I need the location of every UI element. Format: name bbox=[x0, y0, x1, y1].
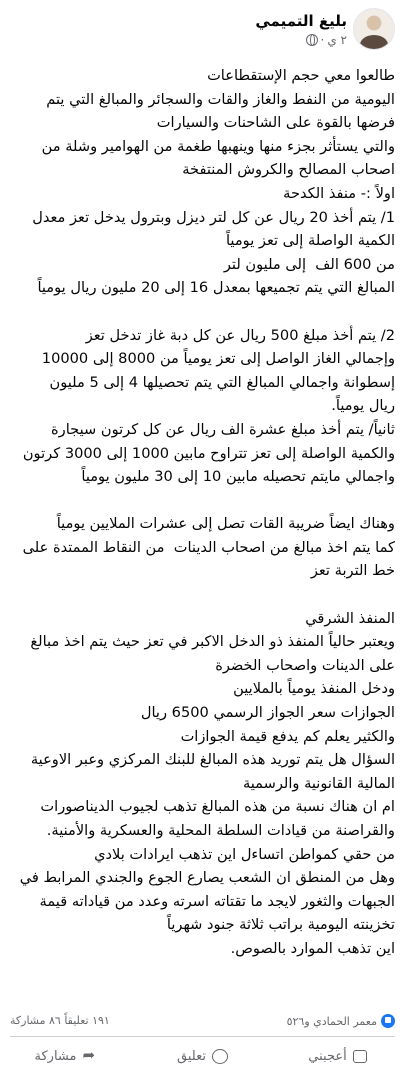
meta-separator: · bbox=[320, 33, 325, 47]
post-text-line: من حقي كمواطن اتساءل اين تذهب ايرادات بلادي bbox=[94, 845, 395, 863]
post-text-line bbox=[5, 489, 395, 513]
post-text-line: 1/ يتم أخذ 20 ريال عن كل لتر ديزل وبترول يدخل تعز معدل bbox=[32, 208, 395, 226]
comment-label: تعليق bbox=[177, 1049, 206, 1064]
post-text-line: من 600 الف إلى مليون لتر bbox=[223, 255, 395, 273]
post-text-line: الجوازات سعر الجواز الرسمي 6500 ريال bbox=[140, 704, 395, 722]
share-label: مشاركة bbox=[34, 1049, 77, 1064]
post-text-line: فرضها بالقوة على الشاحنات والسيارات bbox=[156, 114, 395, 132]
post-text-line: والتي يستأثر بجزء منها وينهبها طغمة من الهوامير وشلة من bbox=[41, 137, 395, 155]
post-text-line: والكثير يعلم كم يدفع قيمة الجوازات bbox=[180, 727, 395, 745]
like-reaction-icon bbox=[381, 1014, 395, 1028]
post-text-line: على الدينات واصحاب الخضرة bbox=[215, 656, 395, 674]
post-time[interactable]: ٢ ي bbox=[327, 33, 347, 47]
post-stats bbox=[0, 1010, 405, 1032]
post-text-line: اين تذهب الموارد بالصوص. bbox=[230, 939, 395, 957]
comments-shares-count[interactable]: ١٩١ تعليقاً ٨٦ مشاركة bbox=[10, 1014, 110, 1027]
post-text-line: 2/ يتم أخذ مبلغ 500 ريال عن كل دبة غاز تدخل تعز bbox=[85, 326, 395, 344]
post-text-line: الجبهات والثغور لايجد ما تقتاته اسرته وعدد من قياداته قيمة bbox=[39, 892, 395, 910]
post-text-line: تخزينته اليومية براتب ثلاثة جنود شهرياً bbox=[166, 916, 395, 934]
reactions-summary[interactable] bbox=[287, 1014, 395, 1028]
globe-icon bbox=[306, 34, 318, 46]
post-text-line: ويعتبر حالياً المنفذ ذو الدخل الاكبر في تعز حيث يتم اخذ مبالغ bbox=[30, 633, 395, 651]
actions-divider bbox=[10, 1036, 395, 1037]
share-icon bbox=[82, 1049, 100, 1065]
post-text-line: والكمية الواصلة إلى تعز تتراوح مابين 1000 إلى 3000 كرتون bbox=[22, 444, 395, 462]
post-text-line: ام ان هناك نسبة من هذه المبالغ تذهب لجيوب الديناصورات bbox=[40, 798, 395, 816]
post-body bbox=[5, 64, 395, 961]
post-text-line: واجمالي مايتم تحصيله مابين 10 إلى 30 مليون يومياً bbox=[81, 468, 395, 486]
post-text-line: وهناك ايضاً ضريبة القات تصل إلى عشرات الملايين يومياً bbox=[56, 515, 395, 533]
reactions-text: معمر الحمادي و٥٢٦ bbox=[286, 1014, 377, 1028]
post-actions bbox=[0, 1040, 405, 1073]
post-meta bbox=[306, 33, 348, 47]
post-text-line: المنفذ الشرقي bbox=[305, 609, 395, 627]
post-text-line: الكمية الواصلة إلى تعز يومياً bbox=[225, 232, 395, 250]
post-text-line bbox=[5, 300, 395, 324]
post-text-line bbox=[5, 583, 395, 607]
like-label: أعجبني bbox=[308, 1049, 347, 1064]
post-text-line: ريال يومياً. bbox=[331, 397, 395, 415]
post-text-line: وإجمالي الغاز الواصل إلى تعز يومياً من 8000 إلى 10000 bbox=[41, 350, 395, 368]
post-text-line: خط التربة تعز bbox=[310, 562, 395, 580]
post-text-line: اولاً :- منفذ الكدحة bbox=[283, 184, 395, 202]
post-text-line: ودخل المنفذ يومياً بالملايين bbox=[233, 680, 395, 698]
post-text-line: والقراصنة من قيادات السلطة المحلية والعسكرية والأمنية. bbox=[46, 822, 395, 839]
post-text-line: طالعوا معي حجم الإستقطاعات bbox=[207, 67, 395, 84]
comment-button[interactable] bbox=[135, 1040, 270, 1073]
share-button[interactable] bbox=[0, 1040, 135, 1073]
author-name[interactable]: بليغ التميمي bbox=[255, 12, 347, 30]
comment-icon bbox=[212, 1049, 228, 1064]
post-text-line: إسطوانة واجمالي المبالغ التي يتم تحصيلها 4 إلى 5 مليون bbox=[49, 373, 395, 391]
post-text-line: المبالغ التي يتم تجميعها بمعدل 16 إلى 20 مليون ريال يومياً bbox=[37, 279, 395, 297]
post-text-line: السؤال هل يتم توريد هذه المبالغ للبنك المركزي وعبر الاوعية bbox=[30, 751, 395, 769]
author-avatar[interactable] bbox=[353, 8, 395, 50]
post-text-line: كما يتم اخذ مبالغ من اصحاب الدينات من النقاط الممتدة على bbox=[22, 538, 395, 556]
post-text-line: المالية القانونية والرسمية bbox=[242, 774, 395, 792]
post-header bbox=[0, 0, 405, 56]
post-text-line: ثانياً/ يتم أخذ مبلغ عشرة الف ريال عن كل كرتون سيجارة bbox=[51, 420, 395, 438]
post-text-line: وهل من المنطق ان الشعب يصارع الجوع والجندي المرابط في bbox=[19, 869, 395, 887]
like-button[interactable] bbox=[270, 1040, 405, 1073]
thumbs-up-icon bbox=[353, 1050, 367, 1063]
post-text-line: اليومية من النفط والغاز والقات والسجائر والمبالغ التي يتم bbox=[46, 90, 395, 108]
post-text-line: اصحاب المصالح والكروش المنتفخة bbox=[182, 161, 395, 179]
